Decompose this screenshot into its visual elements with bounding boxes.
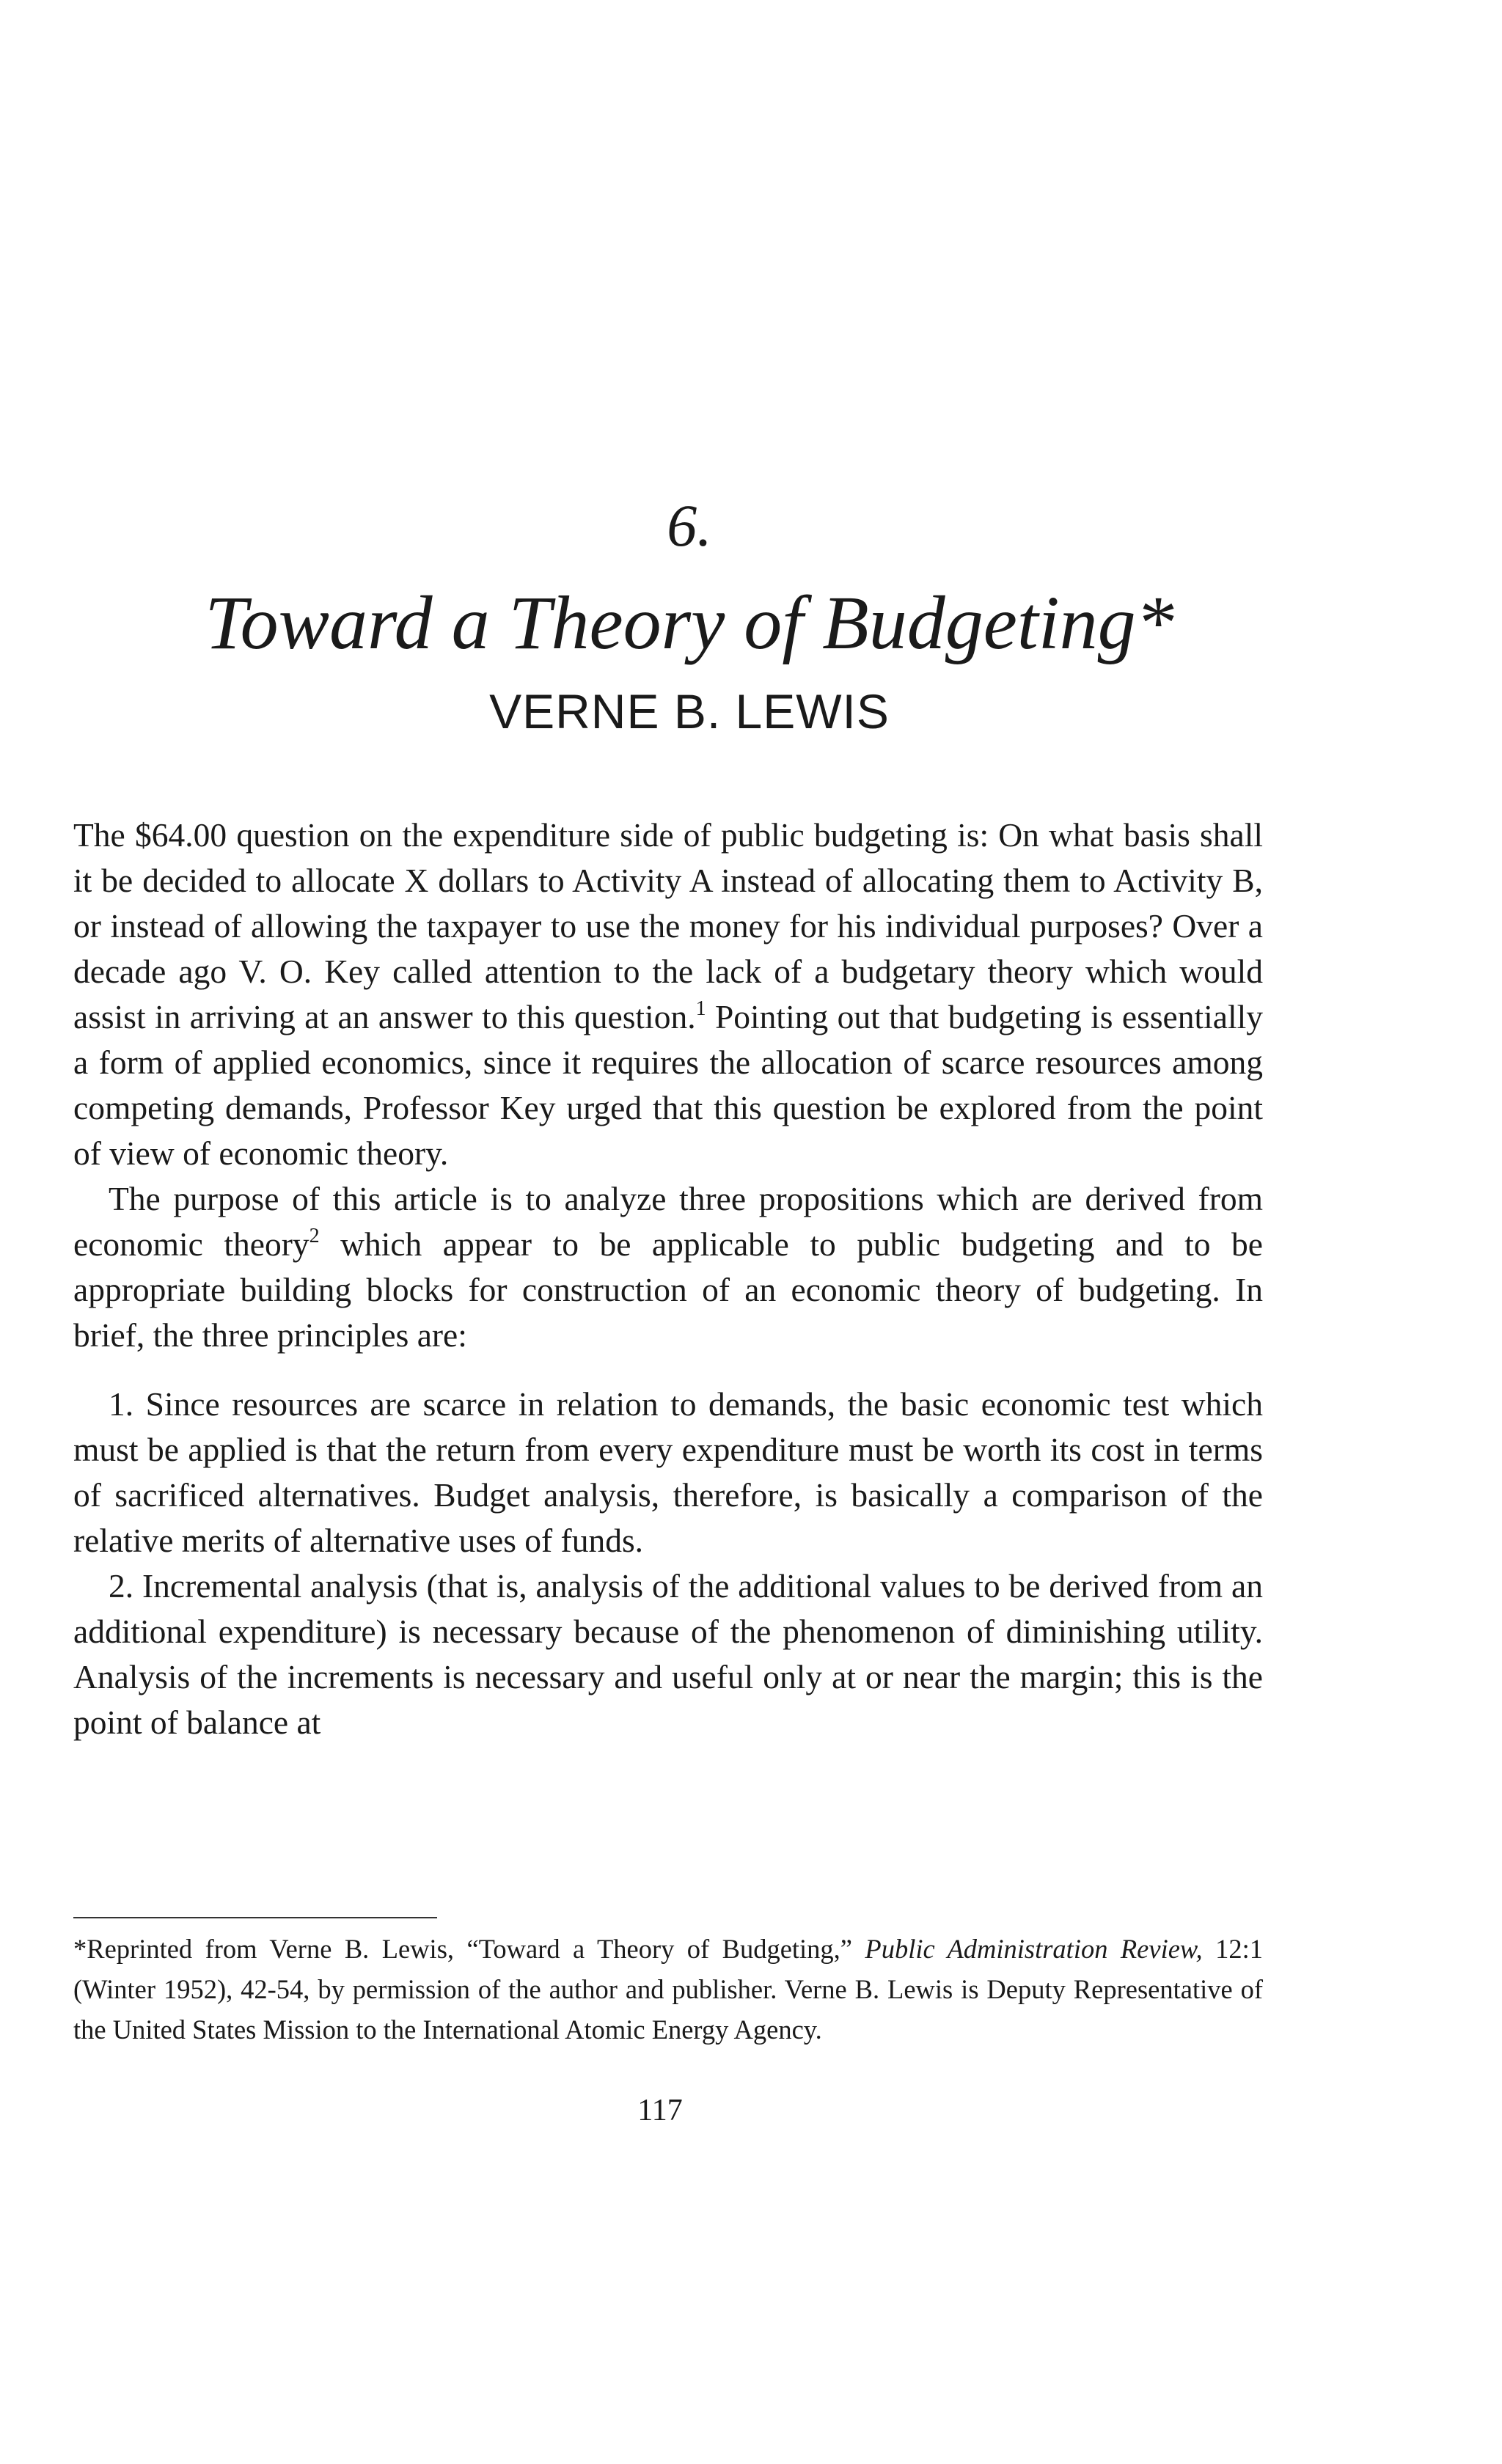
footnote-divider <box>73 1917 437 1918</box>
chapter-title-text: Toward a Theory of Budgeting <box>205 581 1136 665</box>
paragraph-2-text-b: which appear to be applicable to public budgeting and to be appropriate building blocks for construction of an economic theory of budgeting. In brief, the three principles are: <box>73 1225 1263 1354</box>
paragraph-1 <box>73 813 1263 1176</box>
page-number: 117 <box>637 2094 683 2127</box>
paragraph-2-text-a: The purpose of this article is to analyze three propositions which are derived from economic theory <box>73 1180 1263 1263</box>
footnote-ref-1: 1 <box>695 997 706 1020</box>
title-footnote-marker: * <box>1135 581 1174 665</box>
footnote-text-a: *Reprinted from Verne B. Lewis, “Toward a Theory of Budgeting,” <box>73 1934 865 1964</box>
principle-1: 1. Since resources are scarce in relation to demands, the basic economic test which must be applied is that the return from every expenditure must be worth its cost in terms of sacrificed alternatives. Budget analysis, therefore, is basically a comparison of the relative merits of alternative uses of funds. <box>73 1385 1263 1559</box>
chapter-number: 6. <box>667 492 712 559</box>
paragraph-2 <box>73 1176 1263 1358</box>
footnote-text-b: 12:1 (Winter 1952), 42-54, by permission of the author and publisher. Verne B. Lewis is Deputy Representative of the United States Mission to the International Atomic Energy Agency. <box>73 1934 1263 2045</box>
author-name: VERNE B. LEWIS <box>489 684 890 738</box>
chapter-title <box>0 579 1379 667</box>
footnote-ref-2: 2 <box>309 1225 320 1247</box>
footnote <box>73 1929 1263 2050</box>
paragraph-1-text-a: The $64.00 question on the expenditure side of public budgeting is: On what basis shall it be decided to allocate X dollars to Activity A instead of allocating them to Activity B, or instead of allowing the taxpayer to use the money for his individual purposes? Over a decade ago V. O. Key called attention to the lack of a budgetary theory which would assist in arriving at an answer to this question. <box>73 816 1263 1035</box>
footnote-journal: Public Administration Review, <box>865 1934 1203 1964</box>
principle-2: 2. Incremental analysis (that is, analysis of the additional values to be derived from an additional expenditure) is necessary because of the phenomenon of diminishing utility. Analysis of the increments is necessary and useful only at or near the margin; this is the point of balance at <box>73 1567 1263 1741</box>
article-body <box>73 813 1263 1745</box>
paragraph-1-text-b: Pointing out that budgeting is essentially a form of applied economics, since it requires the allocation of scarce resources among competing demands, Professor Key urged that this question be explored from the point of view of economic theory. <box>73 998 1263 1172</box>
